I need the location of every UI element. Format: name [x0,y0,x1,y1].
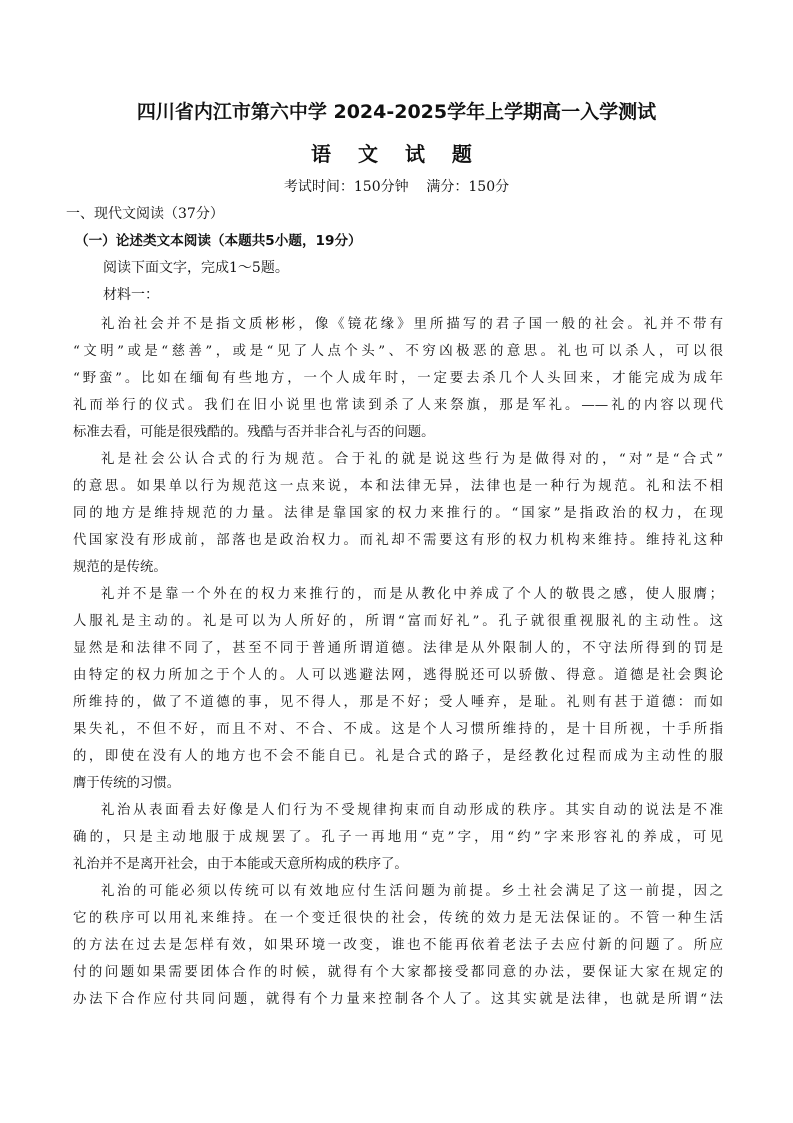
passage-line: 付的问题如果需要团体合作的时候，就得有个大家都接受都同意的办法，要保证大家在规定的 [73,965,723,980]
passage-line: 的方法在过去是怎样有效，如果环境一改变，谁也不能再依着老法子去应付新的问题了。所应 [73,938,723,953]
exam-title: 四川省内江市第六中学 2024-2025学年上学期高一入学测试 [136,101,657,123]
passage-line: 由特定的权力所加之于个人的。人可以逃避法网，逃得脱还可以骄傲、得意。道德是社会舆论 [73,668,723,683]
passage-line: “野蛮”。比如在缅甸有些地方，一个人成年时，一定要去杀几个人头回来，才能完成为成年 [73,371,723,386]
exam-info: 考试时间：150分钟 满分：150分 [283,179,510,195]
passage-paragraph [73,311,723,446]
passage-line: 礼并不是靠一个外在的权力来推行的，而是从教化中养成了个人的敬畏之感，使人服膺； [101,587,723,602]
passage-line: 礼而举行的仪式。我们在旧小说里也常读到杀了人来祭旗，那是军礼。——礼的内容以现代 [73,398,723,413]
passage-line: “文明”或是“慈善”，或是“见了人点个头”、不穷凶极恶的意思。礼也可以杀人，可以很 [73,344,723,359]
passage-line: 代国家没有形成前，部落也是政治权力。而礼却不需要这有形的权力机构来维持。维持礼这种 [73,533,723,548]
passage-line: 确的，只是主动地服于成规罢了。孔子一再地用“克”字，用“约”字来形容礼的养成，可见 [73,830,723,845]
passage-line: 的意思。如果单以行为规范这一点来说，本和法律无异，法律也是一种行为规范。礼和法不相 [73,479,723,494]
passage-line: 人服礼是主动的。礼是可以为人所好的，所谓“富而好礼”。孔子就很重视服礼的主动性。这 [73,614,723,629]
passage-paragraph [73,581,723,797]
passage-line: 它的秩序可以用礼来维持。在一个变迁很快的社会，传统的效力是无法保证的。不管一种生活 [73,911,723,926]
passage-line: 办法下合作应付共同问题，就得有个力量来控制各个人了。这其实就是法律，也就是所谓“法 [73,992,723,1007]
material-label: 材料一： [103,287,159,303]
reading-instruction: 阅读下面文字，完成1～5题。 [103,260,289,276]
passage-line: 礼治并不是离开社会，由于本能或天意所构成的秩序了。 [73,857,408,872]
passage-paragraph [73,446,723,581]
passage-line: 显然是和法律不同了，甚至不同于普通所谓道德。法律是从外限制人的，不守法所得到的罚是 [73,641,723,656]
passage-body [73,311,723,1013]
passage-line: 礼治从表面看去好像是人们行为不受规律拘束而自动形成的秩序。其实自动的说法是不准 [101,803,723,818]
passage-line: 同的地方是维持规范的力量。法律是靠国家的权力来推行的。“国家”是指政治的权力，在现 [73,506,723,521]
passage-line: 标准去看，可能是很残酷的。残酷与否并非合礼与否的问题。 [73,425,435,440]
passage-line: 所维持的，做了不道德的事，见不得人，那是不好；受人唾弃，是耻。礼则有甚于道德：而如 [73,695,723,710]
passage-line: 礼治的可能必须以传统可以有效地应付生活问题为前提。乡土社会满足了这一前提，因之 [101,884,723,899]
subject-title: 语 文 试 题 [311,142,482,166]
passage-line: 膺于传统的习惯。 [73,776,181,791]
section-heading: 一、现代文阅读（37分） [66,206,224,222]
passage-line: 规范的是传统。 [73,560,167,575]
passage-line: 礼是社会公认合式的行为规范。合于礼的就是说这些行为是做得对的，“对”是“合式” [101,452,723,467]
passage-line: 果失礼，不但不好，而且不对、不合、不成。这是个人习惯所维持的，是十目所视，十手所指 [73,722,723,737]
passage-line: 的，即使在没有人的地方也不会不能自已。礼是合式的路子，是经教化过程而成为主动性的服 [73,749,723,764]
passage-line: 礼治社会并不是指文质彬彬，像《镜花缘》里所描写的君子国一般的社会。礼并不带有 [101,317,723,332]
subsection-heading: （一）论述类文本阅读（本题共5小题，19分） [75,233,362,249]
passage-paragraph [73,878,723,1013]
passage-paragraph [73,797,723,878]
